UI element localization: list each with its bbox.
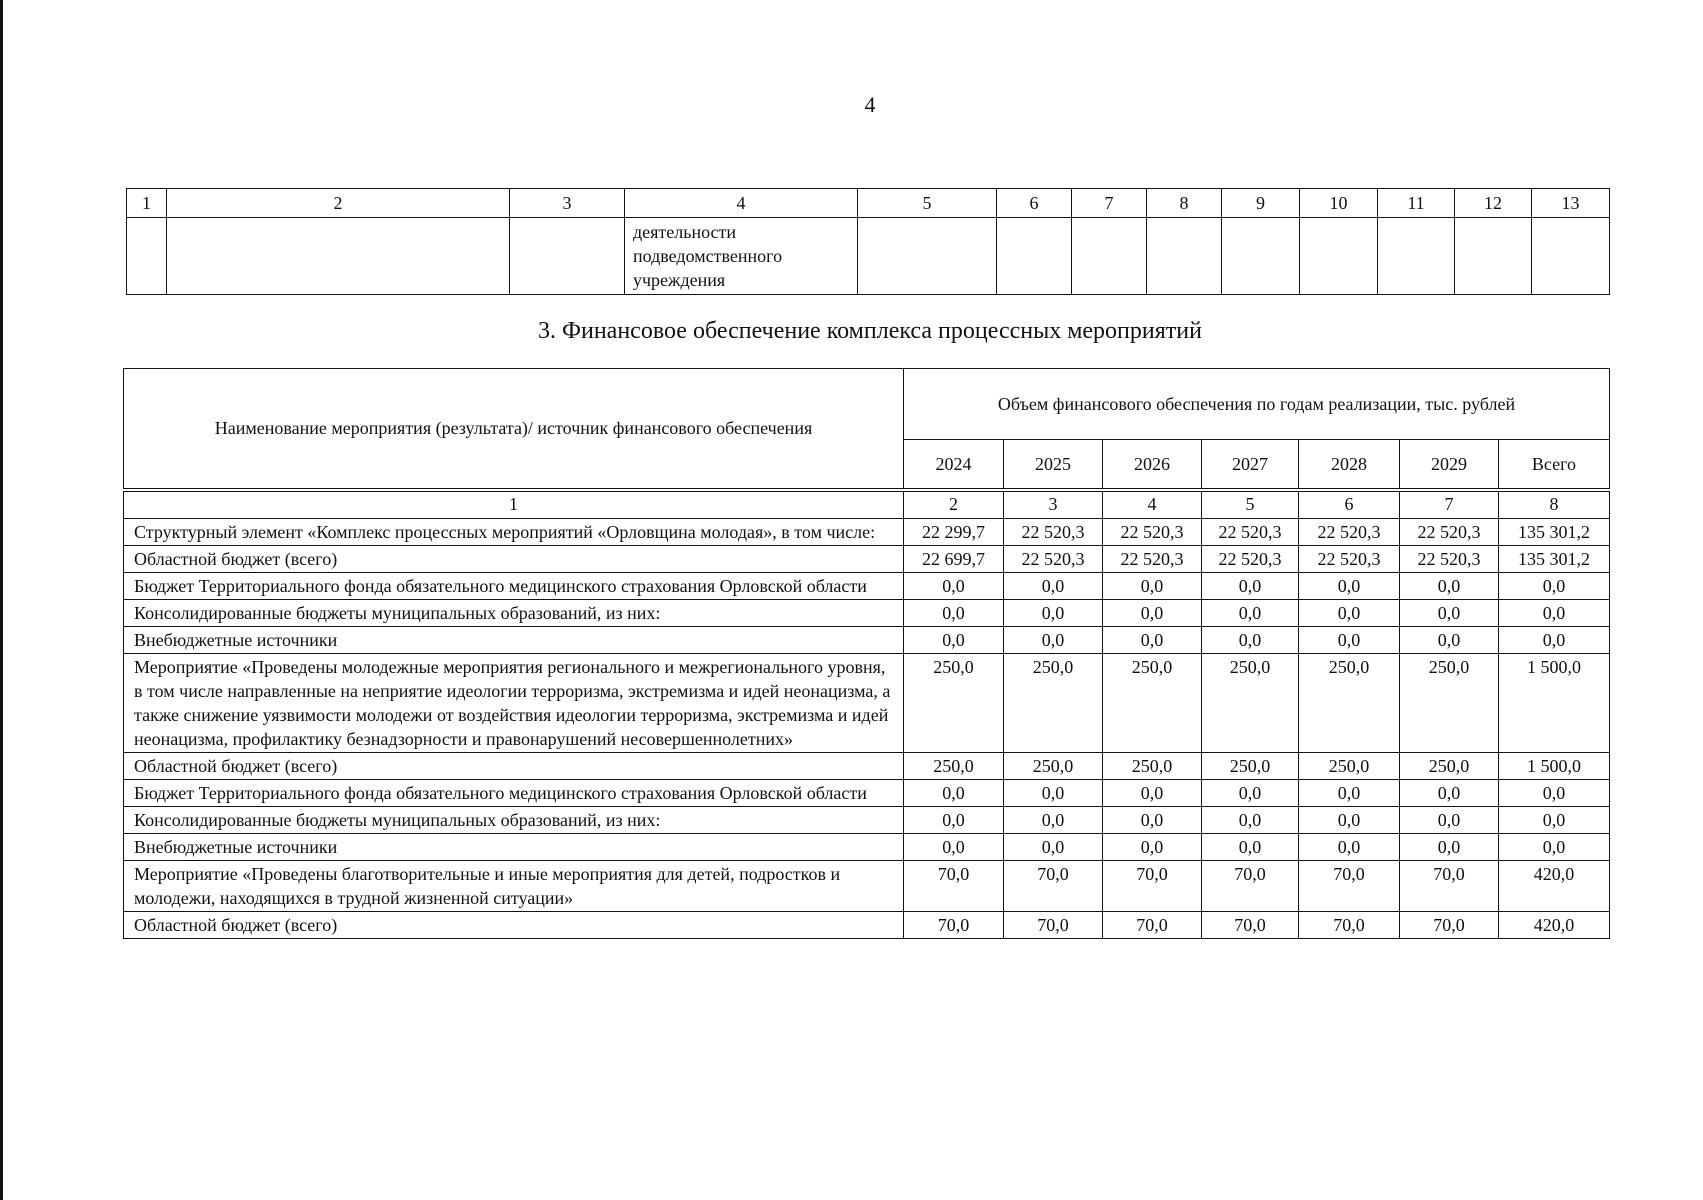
table-row [124, 753, 1610, 780]
column-number-header: 13 [1532, 189, 1610, 218]
year-header: 2024 [904, 440, 1004, 489]
scan-edge [0, 0, 3, 1200]
column-number-header: 9 [1222, 189, 1300, 218]
row-value: 250,0 [1202, 654, 1299, 753]
row-value: 22 699,7 [904, 546, 1004, 573]
row-value: 135 301,2 [1499, 546, 1610, 573]
row-value: 0,0 [1400, 600, 1499, 627]
row-value: 0,0 [1004, 627, 1103, 654]
row-value: 22 299,7 [904, 519, 1004, 546]
row-value: 1 500,0 [1499, 654, 1610, 753]
year-header: 2027 [1202, 440, 1299, 489]
table-row [124, 912, 1610, 939]
row-value: 250,0 [1202, 753, 1299, 780]
section-title: 3. Финансовое обеспечение комплекса процессных мероприятий [538, 318, 1202, 344]
row-value: 0,0 [1103, 780, 1202, 807]
row-value: 0,0 [1103, 807, 1202, 834]
row-value: 0,0 [1299, 600, 1400, 627]
column-number: 2 [904, 492, 1004, 519]
table-cell [1300, 218, 1378, 295]
row-value: 0,0 [1400, 834, 1499, 861]
column-number-row [124, 492, 1610, 519]
row-value: 0,0 [904, 573, 1004, 600]
table-cell [858, 218, 997, 295]
column-number-header: 10 [1300, 189, 1378, 218]
row-value: 0,0 [904, 807, 1004, 834]
row-value: 0,0 [1499, 573, 1610, 600]
row-value: 0,0 [1202, 573, 1299, 600]
row-value: 0,0 [1004, 807, 1103, 834]
table-cell [1455, 218, 1532, 295]
row-value: 0,0 [1202, 780, 1299, 807]
year-header: 2028 [1299, 440, 1400, 489]
row-name: Мероприятие «Проведены молодежные мероприятия регионального и межрегионального уровня, в том числе направленные на неприятие идеологии терроризма, экстремизма и идей неонацизма, а также снижение уязвимости молодежи от воздействия идеологии терроризма, экстремизма и идей неонацизма, профилактику безнадзорности и правонарушений несовершеннолетних» [124, 654, 904, 753]
column-number: 7 [1400, 492, 1499, 519]
table-row [124, 807, 1610, 834]
table-cell: деятельности подведомственного учреждения [625, 218, 858, 295]
row-value: 250,0 [1103, 753, 1202, 780]
row-name: Консолидированные бюджеты муниципальных образований, из них: [124, 807, 904, 834]
table-row [124, 627, 1610, 654]
table-cell [1072, 218, 1147, 295]
table-cell [167, 218, 510, 295]
row-name: Внебюджетные источники [124, 834, 904, 861]
continuation-table-row [127, 218, 1610, 295]
row-value: 0,0 [1499, 627, 1610, 654]
column-number: 3 [1004, 492, 1103, 519]
row-value: 70,0 [1004, 912, 1103, 939]
column-number-header: 1 [127, 189, 167, 218]
row-value: 70,0 [904, 861, 1004, 912]
row-value: 0,0 [1103, 627, 1202, 654]
table-row [124, 834, 1610, 861]
row-value: 0,0 [1499, 834, 1610, 861]
row-value: 0,0 [1299, 834, 1400, 861]
row-value: 1 500,0 [1499, 753, 1610, 780]
row-value: 0,0 [1499, 600, 1610, 627]
row-value: 420,0 [1499, 912, 1610, 939]
row-value: 420,0 [1499, 861, 1610, 912]
row-value: 22 520,3 [1103, 546, 1202, 573]
row-value: 70,0 [1202, 861, 1299, 912]
row-name: Внебюджетные источники [124, 627, 904, 654]
row-value: 0,0 [1004, 834, 1103, 861]
continuation-table [126, 188, 1610, 295]
row-name: Консолидированные бюджеты муниципальных образований, из них: [124, 600, 904, 627]
row-value: 250,0 [1299, 654, 1400, 753]
column-number-header: 7 [1072, 189, 1147, 218]
table-row [124, 519, 1610, 546]
row-value: 0,0 [1299, 807, 1400, 834]
row-value: 0,0 [1103, 600, 1202, 627]
column-number-header: 12 [1455, 189, 1532, 218]
column-number-header: 3 [510, 189, 625, 218]
row-value: 70,0 [1004, 861, 1103, 912]
row-value: 135 301,2 [1499, 519, 1610, 546]
column-number: 8 [1499, 492, 1610, 519]
table-row [124, 600, 1610, 627]
row-value: 0,0 [1400, 627, 1499, 654]
table-row [124, 573, 1610, 600]
row-value: 22 520,3 [1202, 519, 1299, 546]
row-value: 70,0 [904, 912, 1004, 939]
column-number-header: 6 [997, 189, 1072, 218]
row-value: 70,0 [1202, 912, 1299, 939]
year-header: 2025 [1004, 440, 1103, 489]
row-name: Бюджет Территориального фонда обязательного медицинского страхования Орловской области [124, 573, 904, 600]
row-value: 0,0 [1400, 780, 1499, 807]
column-number: 6 [1299, 492, 1400, 519]
table-cell [510, 218, 625, 295]
page-number: 4 [864, 92, 876, 117]
row-value: 250,0 [904, 654, 1004, 753]
row-value: 0,0 [1004, 780, 1103, 807]
row-value: 0,0 [904, 627, 1004, 654]
continuation-table-header [127, 189, 1610, 218]
row-value: 22 520,3 [1299, 546, 1400, 573]
column-number-header: 5 [858, 189, 997, 218]
column-number: 5 [1202, 492, 1299, 519]
row-value: 250,0 [1004, 753, 1103, 780]
row-value: 0,0 [1202, 834, 1299, 861]
row-value: 0,0 [1400, 573, 1499, 600]
row-value: 22 520,3 [1400, 546, 1499, 573]
row-value: 250,0 [1103, 654, 1202, 753]
finance-table [123, 368, 1610, 939]
column-number: 4 [1103, 492, 1202, 519]
table-cell [1222, 218, 1300, 295]
row-value: 0,0 [1103, 573, 1202, 600]
column-number-header: 4 [625, 189, 858, 218]
column-number-header: 2 [167, 189, 510, 218]
row-value: 22 520,3 [1202, 546, 1299, 573]
column-number-header: 8 [1147, 189, 1222, 218]
row-value: 0,0 [1004, 573, 1103, 600]
row-name: Бюджет Территориального фонда обязательного медицинского страхования Орловской области [124, 780, 904, 807]
row-value: 0,0 [1004, 600, 1103, 627]
table-row [124, 546, 1610, 573]
row-value: 70,0 [1299, 861, 1400, 912]
row-value: 70,0 [1103, 912, 1202, 939]
row-name: Мероприятие «Проведены благотворительные и иные мероприятия для детей, подростков и молодежи, находящихся в трудной жизненной ситуации» [124, 861, 904, 912]
row-value: 0,0 [1299, 780, 1400, 807]
row-value: 250,0 [1299, 753, 1400, 780]
table-cell [1378, 218, 1455, 295]
row-name: Областной бюджет (всего) [124, 546, 904, 573]
row-value: 0,0 [1400, 807, 1499, 834]
row-value: 22 520,3 [1004, 519, 1103, 546]
row-value: 0,0 [1202, 627, 1299, 654]
table-cell [997, 218, 1072, 295]
row-value: 22 520,3 [1299, 519, 1400, 546]
table-cell [127, 218, 167, 295]
row-name: Областной бюджет (всего) [124, 912, 904, 939]
row-value: 22 520,3 [1400, 519, 1499, 546]
year-header: 2029 [1400, 440, 1499, 489]
name-column-header: Наименование мероприятия (результата)/ источник финансового обеспечения [124, 369, 904, 489]
table-row [124, 861, 1610, 912]
volume-column-header: Объем финансового обеспечения по годам реализации, тыс. рублей [904, 369, 1610, 440]
row-value: 0,0 [1299, 627, 1400, 654]
row-name: Областной бюджет (всего) [124, 753, 904, 780]
row-value: 70,0 [1400, 861, 1499, 912]
row-value: 0,0 [904, 780, 1004, 807]
row-value: 70,0 [1400, 912, 1499, 939]
column-number-header: 11 [1378, 189, 1455, 218]
row-value: 0,0 [1202, 807, 1299, 834]
row-value: 250,0 [1400, 753, 1499, 780]
column-number: 1 [124, 492, 904, 519]
row-value: 250,0 [1400, 654, 1499, 753]
row-value: 0,0 [1499, 807, 1610, 834]
year-header: Всего [1499, 440, 1610, 489]
row-value: 0,0 [1103, 834, 1202, 861]
row-value: 250,0 [904, 753, 1004, 780]
table-cell [1532, 218, 1610, 295]
row-value: 0,0 [1499, 780, 1610, 807]
year-header: 2026 [1103, 440, 1202, 489]
table-row [124, 654, 1610, 753]
row-value: 0,0 [904, 600, 1004, 627]
row-value: 22 520,3 [1004, 546, 1103, 573]
row-value: 0,0 [1202, 600, 1299, 627]
table-cell [1147, 218, 1222, 295]
row-value: 70,0 [1103, 861, 1202, 912]
row-name: Структурный элемент «Комплекс процессных мероприятий «Орловщина молодая», в том числе: [124, 519, 904, 546]
row-value: 70,0 [1299, 912, 1400, 939]
row-value: 0,0 [904, 834, 1004, 861]
row-value: 250,0 [1004, 654, 1103, 753]
row-value: 0,0 [1299, 573, 1400, 600]
table-row [124, 780, 1610, 807]
row-value: 22 520,3 [1103, 519, 1202, 546]
